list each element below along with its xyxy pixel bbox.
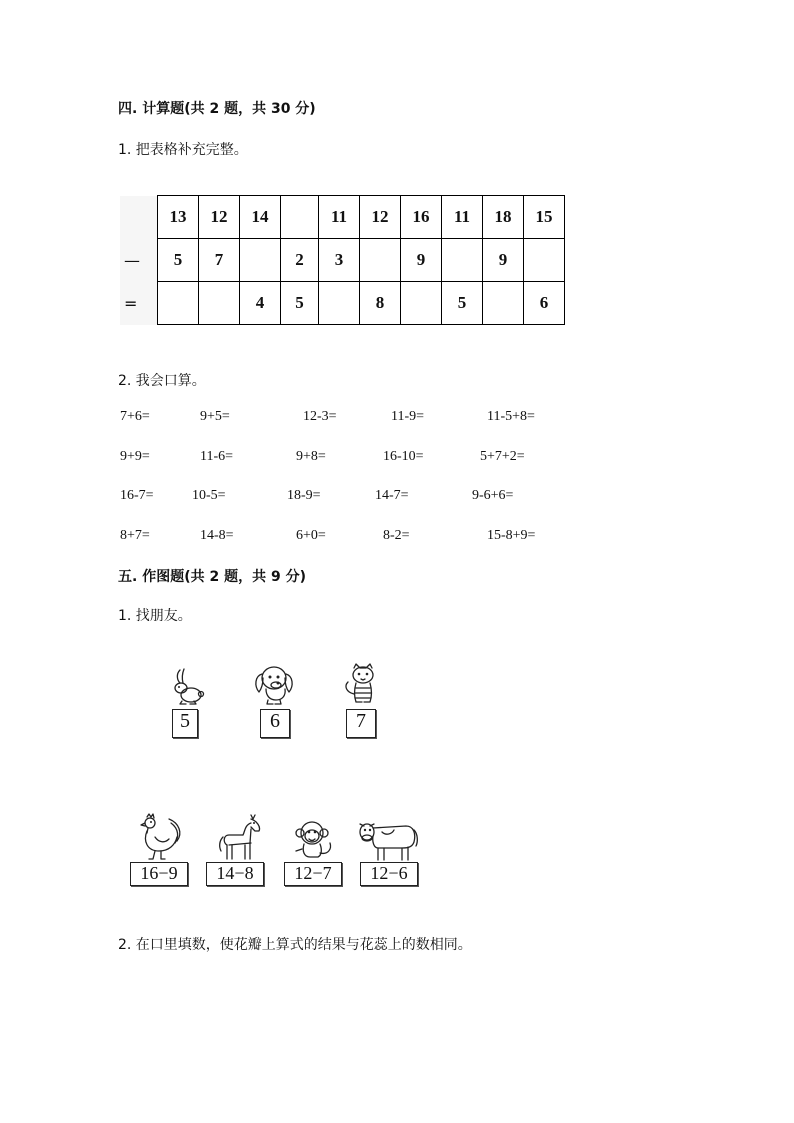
table-cell[interactable]: 6 [524, 282, 565, 325]
number-box: 6 [260, 709, 290, 738]
expression-box: 16−9 [130, 862, 188, 886]
table-cell[interactable] [442, 239, 483, 282]
table-cell[interactable] [158, 282, 199, 325]
calc-item: 11-6= [200, 449, 234, 464]
table-row-minuend [120, 196, 565, 239]
section-4-title: 四. 计算题(共 2 题，共 30 分) [118, 101, 316, 117]
calc-item: 11-9= [391, 409, 425, 424]
table-cell[interactable]: 18 [483, 196, 524, 239]
table-cell[interactable] [199, 282, 240, 325]
table-cell[interactable]: 11 [319, 196, 360, 239]
find-friends-prompt: 1. 找朋友。 [118, 608, 192, 624]
table-cell[interactable]: 8 [360, 282, 401, 325]
calc-item: 5+7+2= [480, 449, 525, 464]
equals-sign: = [120, 282, 158, 325]
table-cell[interactable]: 9 [483, 239, 524, 282]
table-cell[interactable]: 5 [281, 282, 319, 325]
calc-item: 14-8= [200, 528, 234, 543]
dog-icon [250, 662, 298, 706]
table-cell[interactable]: 9 [401, 239, 442, 282]
table-cell[interactable]: 14 [240, 196, 281, 239]
table-cell[interactable] [240, 239, 281, 282]
table-cell[interactable]: 4 [240, 282, 281, 325]
rooster-icon [133, 813, 185, 861]
calc-item: 14-7= [375, 488, 409, 503]
calc-item: 12-3= [303, 409, 337, 424]
number-box: 7 [346, 709, 376, 738]
table-cell[interactable] [483, 282, 524, 325]
minus-sign: — [120, 239, 158, 282]
fill-in-table [120, 195, 565, 325]
table-row-subtrahend [120, 239, 565, 282]
table-cell[interactable] [401, 282, 442, 325]
table-cell[interactable]: 16 [401, 196, 442, 239]
table-cell[interactable]: 2 [281, 239, 319, 282]
calc-item: 9+8= [296, 449, 326, 464]
calc-item: 8-2= [383, 528, 410, 543]
table-cell[interactable] [524, 239, 565, 282]
table-cell[interactable] [281, 196, 319, 239]
calc-item: 6+0= [296, 528, 326, 543]
monkey-icon [288, 819, 334, 861]
table-cell[interactable]: 3 [319, 239, 360, 282]
table-cell[interactable]: 13 [158, 196, 199, 239]
table-cell[interactable]: 5 [158, 239, 199, 282]
number-box: 5 [172, 709, 198, 738]
expression-box: 12−7 [284, 862, 342, 886]
question-2-prompt: 2. 我会口算。 [118, 373, 206, 389]
table-cell[interactable]: 15 [524, 196, 565, 239]
calc-item: 9+9= [120, 449, 150, 464]
question-1-prompt: 1. 把表格补充完整。 [118, 142, 248, 158]
table-cell[interactable] [319, 282, 360, 325]
calc-item: 15-8+9= [487, 528, 536, 543]
table-cell[interactable]: 7 [199, 239, 240, 282]
expression-box: 12−6 [360, 862, 418, 886]
cow-icon [356, 818, 420, 862]
table-cell[interactable] [360, 239, 401, 282]
cat-icon [340, 662, 384, 706]
flower-question-prompt: 2. 在口里填数，使花瓣上算式的结果与花蕊上的数相同。 [118, 937, 472, 953]
calc-item: 9+5= [200, 409, 230, 424]
table-cell[interactable]: 12 [199, 196, 240, 239]
table-cell[interactable]: 11 [442, 196, 483, 239]
section-5-title: 五. 作图题(共 2 题，共 9 分) [118, 569, 306, 585]
calc-item: 7+6= [120, 409, 150, 424]
rabbit-icon [166, 666, 206, 706]
calc-item: 8+7= [120, 528, 150, 543]
table-cell[interactable]: 12 [360, 196, 401, 239]
horse-icon [217, 813, 263, 861]
table-row-difference [120, 282, 565, 325]
table-cell[interactable]: 5 [442, 282, 483, 325]
expression-box: 14−8 [206, 862, 264, 886]
calc-item: 11-5+8= [487, 409, 535, 424]
calc-item: 16-7= [120, 488, 154, 503]
calc-item: 18-9= [287, 488, 321, 503]
calc-item: 10-5= [192, 488, 226, 503]
calc-item: 9-6+6= [472, 488, 514, 503]
calc-item: 16-10= [383, 449, 424, 464]
